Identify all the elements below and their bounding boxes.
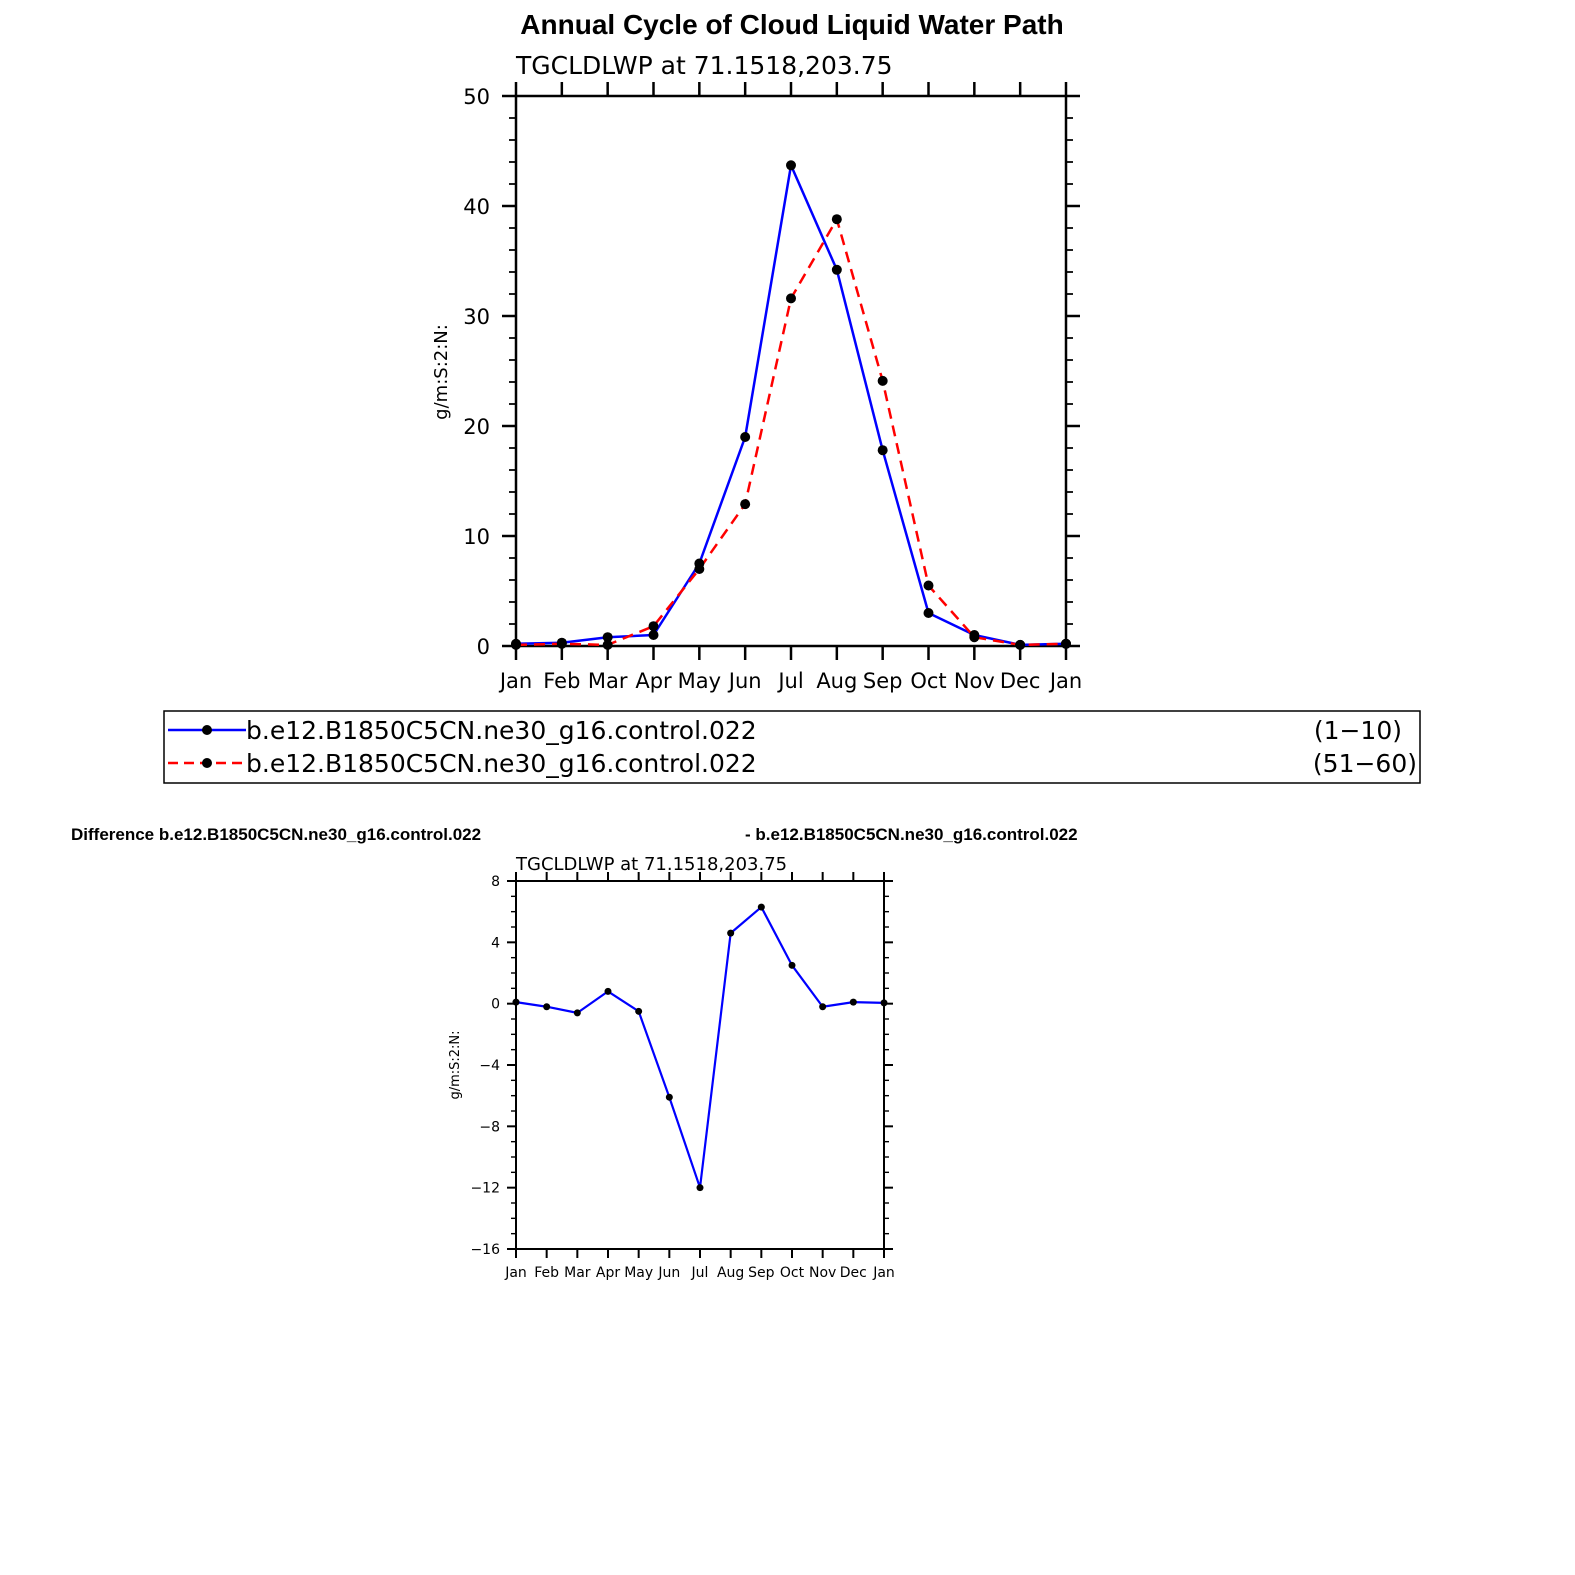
y-tick-label: −16 — [470, 1242, 500, 1258]
legend-years-series-2: (51−60) — [1312, 749, 1417, 778]
difference-series-group — [513, 904, 888, 1192]
series-1-point — [878, 445, 888, 455]
x-tick-label: Feb — [543, 669, 581, 693]
difference-axis-ticks — [507, 872, 893, 1258]
main-chart-title: Annual Cycle of Cloud Liquid Water Path — [520, 9, 1064, 40]
y-tick-label: 20 — [463, 415, 490, 439]
x-tick-label: Oct — [910, 669, 947, 693]
difference-y-tick-labels — [470, 874, 500, 1258]
series-1-point — [574, 1009, 581, 1016]
x-tick-label: Jan — [505, 1265, 527, 1281]
x-tick-label: Aug — [816, 669, 858, 693]
y-tick-label: 50 — [463, 85, 490, 109]
x-tick-label: Jun — [728, 669, 762, 693]
main-plot-frame — [516, 96, 1066, 646]
main-chart-ylabel: g/m:S:2:N: — [431, 324, 452, 420]
y-tick-label: −12 — [470, 1180, 500, 1197]
series-2-point — [1061, 639, 1071, 649]
series-2-point — [832, 214, 842, 224]
x-tick-label: Jun — [658, 1265, 681, 1281]
x-tick-label: Jan — [873, 1265, 895, 1281]
y-tick-label: 0 — [491, 996, 500, 1013]
legend-years-series-1: (1−10) — [1313, 716, 1402, 745]
y-tick-label: 10 — [463, 525, 490, 549]
series-1-point — [513, 999, 520, 1006]
series-2-point — [878, 376, 888, 386]
series-2-point — [1015, 640, 1025, 650]
series-2-point — [511, 640, 521, 650]
series-1-point — [758, 904, 765, 911]
legend-label-series-2: b.e12.B1850C5CN.ne30_g16.control.022 — [246, 749, 757, 778]
difference-chart-ylabel: g/m:S:2:N: — [448, 1030, 463, 1100]
series-2-point — [786, 293, 796, 303]
main-chart-subtitle: TGCLDLWP at 71.1518,203.75 — [516, 51, 893, 80]
series-2-point — [740, 499, 750, 509]
series-1-line — [516, 165, 1066, 645]
x-tick-label: Apr — [595, 1265, 621, 1281]
series-1-point — [605, 988, 612, 995]
series-1-point — [740, 432, 750, 442]
y-tick-label: 4 — [491, 935, 500, 952]
series-1-point — [727, 930, 734, 937]
main-series-group — [511, 160, 1071, 650]
legend — [164, 711, 1420, 783]
series-1-point — [649, 630, 659, 640]
difference-header-right: - b.e12.B1850C5CN.ne30_g16.control.022 — [745, 825, 1078, 844]
y-tick-label: 30 — [463, 305, 490, 329]
series-1-point — [789, 962, 796, 969]
series-1-point — [666, 1094, 673, 1101]
difference-chart-subtitle: TGCLDLWP at 71.1518,203.75 — [516, 854, 788, 875]
difference-x-tick-labels — [504, 1265, 895, 1281]
x-tick-label: Feb — [534, 1265, 560, 1281]
legend-marker-series-1 — [202, 725, 212, 735]
series-1-point — [697, 1184, 704, 1191]
x-tick-label: Nov — [953, 669, 995, 693]
x-tick-label: Jan — [1049, 669, 1083, 693]
y-tick-label: 0 — [476, 635, 490, 659]
y-tick-label: 40 — [463, 195, 490, 219]
difference-header-left: Difference b.e12.B1850C5CN.ne30_g16.control.022 — [71, 825, 482, 844]
x-tick-label: Oct — [779, 1265, 805, 1281]
x-tick-label: Jan — [499, 669, 533, 693]
series-1-line — [516, 907, 884, 1188]
x-tick-label: Apr — [635, 669, 672, 693]
series-2-point — [649, 621, 659, 631]
series-1-point — [832, 265, 842, 275]
series-2-point — [924, 581, 934, 591]
x-tick-label: Dec — [999, 669, 1041, 693]
x-tick-label: May — [624, 1265, 654, 1281]
y-tick-label: 8 — [491, 874, 500, 890]
y-tick-label: −4 — [479, 1058, 500, 1074]
x-tick-label: Mar — [587, 669, 628, 693]
x-tick-label: Dec — [839, 1265, 867, 1281]
legend-marker-series-2 — [202, 758, 212, 768]
y-tick-label: −8 — [479, 1119, 500, 1136]
x-tick-label: Sep — [862, 669, 903, 693]
x-tick-label: Jul — [691, 1265, 709, 1281]
main-y-tick-labels — [463, 85, 490, 659]
main-x-tick-labels — [498, 669, 1082, 693]
series-2-point — [969, 632, 979, 642]
series-1-point — [881, 999, 888, 1006]
main-chart — [431, 9, 1082, 693]
x-tick-label: Nov — [809, 1265, 837, 1281]
series-1-point — [850, 999, 857, 1006]
series-1-point — [635, 1008, 642, 1015]
series-1-point — [819, 1003, 826, 1010]
x-tick-label: Mar — [564, 1265, 591, 1281]
difference-chart — [71, 825, 1078, 1281]
legend-label-series-1: b.e12.B1850C5CN.ne30_g16.control.022 — [246, 716, 757, 745]
x-tick-label: Sep — [748, 1265, 775, 1281]
difference-plot-frame — [516, 881, 884, 1249]
series-1-point — [543, 1003, 550, 1010]
x-tick-label: May — [677, 669, 722, 693]
series-2-line — [516, 219, 1066, 645]
series-2-point — [603, 640, 613, 650]
series-1-point — [786, 160, 796, 170]
x-tick-label: Aug — [716, 1265, 745, 1281]
series-1-point — [924, 608, 934, 618]
x-tick-label: Jul — [778, 669, 804, 693]
series-2-point — [694, 564, 704, 574]
series-2-point — [557, 639, 567, 649]
